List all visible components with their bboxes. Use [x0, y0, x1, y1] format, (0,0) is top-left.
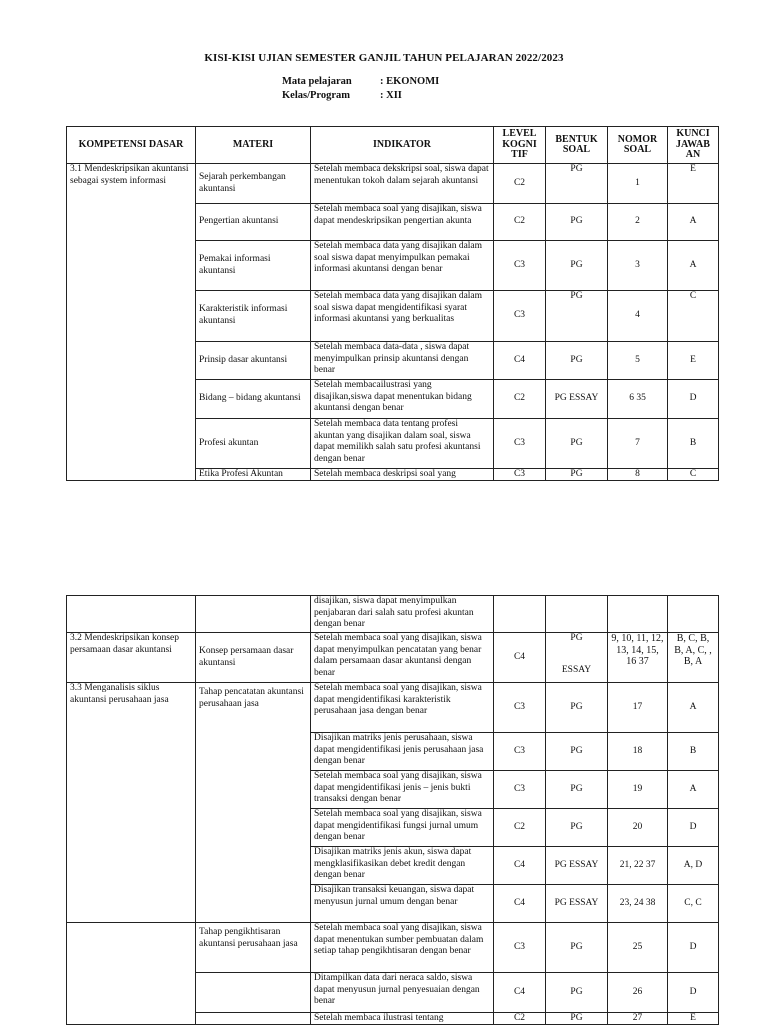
materi-cell: Bidang – bidang akuntansi: [196, 380, 311, 419]
header-bentuk-soal: BENTUK SOAL: [546, 127, 608, 164]
materi-cell: Etika Profesi Akuntan: [196, 469, 311, 481]
bentuk-cell: PG: [546, 923, 608, 973]
kompetensi-dasar-cell: 3.1 Mendeskripsikan akuntansi sebagai system informasi: [67, 164, 196, 481]
bentuk-cell: PG: [546, 771, 608, 809]
bentuk-cell: PG: [546, 683, 608, 733]
nomor-cell: 6 35: [608, 380, 668, 419]
materi-cell: [196, 596, 311, 633]
level-cell: C2: [494, 1013, 546, 1025]
table-row: [67, 923, 719, 973]
level-cell: C4: [494, 885, 546, 923]
bentuk-cell: PG ESSAY: [546, 380, 608, 419]
bentuk-cell: PG ESSAY: [546, 847, 608, 885]
kunci-cell: B: [668, 733, 719, 771]
nomor-cell: 1: [608, 164, 668, 204]
bentuk-cell: PG: [546, 342, 608, 380]
bentuk-cell: PG: [546, 733, 608, 771]
nomor-cell: [608, 596, 668, 633]
nomor-cell: 17: [608, 683, 668, 733]
indikator-cell: Setelah membaca soal yang disajikan, siswa dapat mengidentifikasi fungsi jurnal umum dengan benar: [311, 809, 494, 847]
nomor-cell: 4: [608, 291, 668, 342]
indikator-cell: Setelah membaca data yang disajikan dalam soal siswa dapat mengidentifikasi syarat informasi akuntansi yang berkualitas: [311, 291, 494, 342]
document-meta: [282, 75, 439, 103]
bentuk-cell: PG: [546, 164, 608, 204]
level-cell: C2: [494, 809, 546, 847]
materi-cell: Tahap pengikhtisaran akuntansi perusahaan jasa: [196, 923, 311, 973]
indikator-cell: Setelah membaca soal yang disajikan, siswa dapat mengidentifikasi karakteristik perusahaan jasa dengan benar: [311, 683, 494, 733]
kunci-cell: E: [668, 342, 719, 380]
header-kunci-jawaban: KUNCI JAWAB AN: [668, 127, 719, 164]
bentuk-pg: PG: [570, 633, 583, 643]
kompetensi-dasar-cell: [67, 923, 196, 1025]
level-cell: C4: [494, 847, 546, 885]
bentuk-cell: [546, 633, 608, 683]
materi-cell: Sejarah perkembangan akuntansi: [196, 164, 311, 204]
level-cell: C2: [494, 380, 546, 419]
table-row: [67, 596, 719, 633]
indikator-cell: Setelah membaca dekskripsi soal, siswa dapat menentukan tokoh dalam sejarah akuntansi: [311, 164, 494, 204]
indikator-cell: Setelah membaca deskripsi soal yang: [311, 469, 494, 481]
kunci-cell: B, C, B, B, A, C, , B, A: [668, 633, 719, 683]
kunci-cell: A: [668, 683, 719, 733]
nomor-cell: 19: [608, 771, 668, 809]
indikator-cell: disajikan, siswa dapat menyimpulkan penjabaran dari salah satu profesi akuntan dengan benar: [311, 596, 494, 633]
level-cell: C2: [494, 204, 546, 241]
level-cell: C3: [494, 923, 546, 973]
subject-row: [282, 75, 439, 89]
indikator-cell: Ditampilkan data dari neraca saldo, siswa dapat menyusun jurnal penyesuaian dengan benar: [311, 973, 494, 1013]
table-row: [67, 683, 719, 733]
kunci-cell: A: [668, 771, 719, 809]
indikator-cell: Setelah membaca ilustrasi tentang: [311, 1013, 494, 1025]
blueprint-table-page-2: [66, 595, 719, 1025]
materi-cell: Pengertian akuntansi: [196, 204, 311, 241]
bentuk-essay: ESSAY: [561, 664, 592, 675]
materi-cell: [196, 973, 311, 1013]
kunci-cell: C: [668, 291, 719, 342]
kompetensi-dasar-cell: 3.3 Menganalisis siklus akuntansi perusahaan jasa: [67, 683, 196, 923]
materi-cell: Profesi akuntan: [196, 419, 311, 469]
nomor-cell: 7: [608, 419, 668, 469]
level-cell: C2: [494, 164, 546, 204]
bentuk-cell: PG: [546, 1013, 608, 1025]
nomor-cell: 18: [608, 733, 668, 771]
subject-value: : EKONOMI: [380, 76, 440, 87]
subject-label: Mata pelajaran: [282, 76, 352, 87]
nomor-cell: 21, 22 37: [608, 847, 668, 885]
header-level-kognitif: LEVEL KOGNI TIF: [494, 127, 546, 164]
indikator-cell: Setelah membaca data-data , siswa dapat menyimpulkan prinsip akuntansi dengan benar: [311, 342, 494, 380]
level-cell: C4: [494, 973, 546, 1013]
kunci-cell: A: [668, 241, 719, 291]
blueprint-table-page-1: [66, 126, 719, 481]
kunci-cell: E: [668, 164, 719, 204]
indikator-cell: Disajikan matriks jenis akun, siswa dapat mengklasifikasikan debet kredit dengan dengan benar: [311, 847, 494, 885]
indikator-cell: Disajikan matriks jenis perusahaan, siswa dapat mengidentifikasi jenis perusahaan jasa dengan benar: [311, 733, 494, 771]
level-cell: C3: [494, 771, 546, 809]
bentuk-cell: PG ESSAY: [546, 885, 608, 923]
header-kompetensi-dasar: KOMPETENSI DASAR: [67, 127, 196, 164]
level-cell: C3: [494, 291, 546, 342]
kunci-cell: A, D: [668, 847, 719, 885]
nomor-cell: 5: [608, 342, 668, 380]
header-materi: MATERI: [196, 127, 311, 164]
level-cell: C3: [494, 733, 546, 771]
level-cell: C4: [494, 633, 546, 683]
indikator-cell: Setelah membaca data tentang profesi akuntan yang disajikan dalam soal, siswa dapat memilikh salah satu profesi akuntansi dengan benar: [311, 419, 494, 469]
bentuk-cell: PG: [546, 291, 608, 342]
table-header-row: [67, 127, 719, 164]
kunci-cell: A: [668, 204, 719, 241]
level-cell: [494, 596, 546, 633]
header-indikator: INDIKATOR: [311, 127, 494, 164]
nomor-cell: 9, 10, 11, 12, 13, 14, 15, 16 37: [608, 633, 668, 683]
level-cell: C3: [494, 419, 546, 469]
table-row: [67, 164, 719, 204]
materi-cell: Karakteristik informasi akuntansi: [196, 291, 311, 342]
level-cell: C3: [494, 469, 546, 481]
kunci-cell: D: [668, 923, 719, 973]
class-label: Kelas/Program: [282, 90, 351, 101]
nomor-cell: 27: [608, 1013, 668, 1025]
nomor-cell: 8: [608, 469, 668, 481]
kunci-cell: [668, 596, 719, 633]
nomor-cell: 3: [608, 241, 668, 291]
materi-cell: [196, 1013, 311, 1025]
nomor-cell: 26: [608, 973, 668, 1013]
level-cell: C4: [494, 342, 546, 380]
class-value: : XII: [380, 90, 402, 101]
nomor-cell: 25: [608, 923, 668, 973]
bentuk-cell: PG: [546, 469, 608, 481]
level-cell: C3: [494, 683, 546, 733]
nomor-cell: 20: [608, 809, 668, 847]
indikator-cell: Disajikan transaksi keuangan, siswa dapat menyusun jurnal umum dengan benar: [311, 885, 494, 923]
indikator-cell: Setelah membaca soal yang disajikan, siswa dapat menentukan sumber pembuatan dalam setiap tahap pengikhtisaran dengan benar: [311, 923, 494, 973]
kunci-cell: C: [668, 469, 719, 481]
indikator-cell: Setelah membaca soal yang disajikan, siswa dapat menyimpulkan pencatatan yang benar dalam persamaan dasar akuntansi dengan benar: [311, 633, 494, 683]
kunci-cell: D: [668, 380, 719, 419]
kunci-cell: D: [668, 973, 719, 1013]
materi-cell: Tahap pencatatan akuntansi perusahaan jasa: [196, 683, 311, 923]
bentuk-cell: PG: [546, 809, 608, 847]
indikator-cell: Setelah membaca soal yang disajikan, siswa dapat mengidentifikasi jenis – jenis bukti transaksi dengan benar: [311, 771, 494, 809]
bentuk-cell: [546, 596, 608, 633]
indikator-cell: Setelah membaca data yang disajikan dalam soal siswa dapat menyimpulkan pemakai informasi akuntansi dengan benar: [311, 241, 494, 291]
document-title: KISI-KISI UJIAN SEMESTER GANJIL TAHUN PELAJARAN 2022/2023: [204, 52, 564, 64]
level-cell: C3: [494, 241, 546, 291]
header-nomor-soal: NOMOR SOAL: [608, 127, 668, 164]
materi-cell: Konsep persamaan dasar akuntansi: [196, 633, 311, 683]
materi-cell: Pemakai informasi akuntansi: [196, 241, 311, 291]
kunci-cell: B: [668, 419, 719, 469]
class-row: [282, 89, 439, 103]
nomor-cell: 2: [608, 204, 668, 241]
nomor-cell: 23, 24 38: [608, 885, 668, 923]
materi-cell: Prinsip dasar akuntansi: [196, 342, 311, 380]
kompetensi-dasar-cell: [67, 596, 196, 633]
kompetensi-dasar-cell: 3.2 Mendeskripsikan konsep persamaan dasar akuntansi: [67, 633, 196, 683]
bentuk-cell: PG: [546, 241, 608, 291]
bentuk-cell: PG: [546, 419, 608, 469]
kunci-cell: D: [668, 809, 719, 847]
table-row: [67, 633, 719, 683]
kunci-cell: E: [668, 1013, 719, 1025]
bentuk-cell: PG: [546, 973, 608, 1013]
bentuk-cell: PG: [546, 204, 608, 241]
indikator-cell: Setelah membacailustrasi yang disajikan,siswa dapat menentukan bidang akuntansi dengan benar: [311, 380, 494, 419]
kunci-cell: C, C: [668, 885, 719, 923]
indikator-cell: Setelah membaca soal yang disajikan, siswa dapat mendeskripsikan pengertian akunta: [311, 204, 494, 241]
